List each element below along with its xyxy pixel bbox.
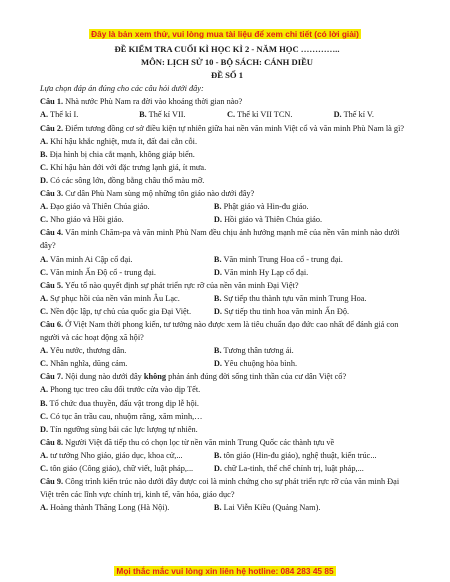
answer-letter: C. [226, 110, 236, 120]
answer-text: Thế kỉ VII TCN. [237, 110, 293, 120]
answer-row [40, 305, 414, 318]
answer-option [214, 462, 414, 475]
answer-letter: C. [40, 359, 49, 369]
preview-banner [0, 24, 450, 42]
answer-text: Có các sông lớn, đồng bằng châu thổ màu mỡ. [50, 175, 205, 185]
answer-letter: C. [40, 411, 49, 421]
answer-row [40, 344, 414, 357]
answer-letter: A. [40, 136, 49, 146]
answer-text: Thế kỉ VII. [148, 110, 186, 120]
answer-row [40, 253, 414, 266]
answer-letter: A. [40, 503, 49, 513]
answer-row [40, 108, 414, 121]
preview-banner-text: Đây là bản xem thử, vui lòng mua tài liệu để xem chi tiết (có lời giải) [91, 29, 359, 39]
answer-letter: B. [213, 450, 222, 460]
question-item [40, 318, 414, 370]
answer-option [214, 357, 414, 370]
question-item [40, 436, 414, 475]
question-text: Điểm tương đồng cơ sở điều kiện tự nhiên giữa hai nền văn minh Việt cổ và văn minh Phù Nam là gì? [65, 123, 405, 133]
answer-letter: D. [40, 175, 49, 185]
answer-text: Có tục ăn trầu cau, nhuộm răng, xăm mình,… [50, 411, 203, 421]
question-stem [40, 436, 414, 449]
answer-text: Văn minh Ai Cập cổ đại. [50, 254, 133, 264]
answer-text: Văn minh Ấn Độ cổ - trung đại. [50, 267, 157, 277]
answer-option [214, 253, 414, 266]
hotline-banner-text: Mọi thắc mắc vui lòng xin liên hệ hotline: 084 283 45 85 [116, 566, 334, 576]
answer-option [214, 266, 414, 279]
answer-text: Hoàng thành Thăng Long (Hà Nội). [50, 503, 170, 513]
answer-text: Địa hình bị chia cắt mạnh, không giáp biển. [49, 149, 195, 159]
question-label: Câu 1. [40, 97, 64, 107]
answer-text: chữ La-tinh, thể chế chính trị, luật pháp,... [224, 464, 364, 473]
answer-option [40, 174, 414, 187]
answer-option [139, 108, 227, 121]
answer-text: Văn minh Trung Hoa cổ - trung đại. [223, 254, 343, 264]
question-label: Câu 7. [40, 372, 64, 382]
hotline-banner [0, 561, 450, 579]
answer-letter: D. [213, 464, 222, 473]
question-label: Câu 8. [40, 437, 64, 447]
answer-option [40, 357, 214, 370]
exam-title: ĐỀ KIỂM TRA CUỐI KÌ HỌC KÌ 2 - NĂM HỌC ………….. [114, 44, 340, 54]
answer-text: tôn giáo (Công giáo), chữ viết, luật pháp,... [50, 464, 194, 473]
answer-option [40, 305, 214, 318]
answer-option [40, 200, 214, 213]
question-stem [40, 279, 414, 292]
answer-letter: D. [213, 306, 222, 316]
answer-row [40, 357, 414, 370]
exam-document [40, 43, 414, 514]
answer-option [40, 292, 214, 305]
answer-letter: C. [40, 267, 49, 277]
answer-row [40, 292, 414, 305]
answer-letter: A. [40, 346, 49, 356]
answer-text: Nho giáo và Hồi giáo. [50, 215, 124, 225]
answer-option [214, 305, 414, 318]
answer-row [40, 462, 414, 475]
answer-option [40, 423, 414, 436]
answer-option [214, 213, 414, 226]
answer-row [40, 213, 414, 226]
instruction-text: Lựa chọn đáp án đúng cho các câu hỏi dưới đây: [40, 84, 204, 94]
answer-text: Khí hậu khắc nghiệt, mưa ít, đất đai cằn cỗi. [50, 136, 198, 146]
answer-letter: A. [40, 450, 49, 460]
answer-letter: D. [333, 110, 342, 120]
question-label: Câu 5. [40, 280, 64, 290]
answer-letter: A. [40, 293, 49, 303]
answer-text: Lai Viễn Kiều (Quảng Nam). [223, 503, 321, 513]
answer-option [214, 501, 414, 514]
answer-letter: B. [213, 346, 222, 356]
answer-letter: A. [40, 254, 49, 264]
answer-text: Tín ngưỡng sùng bái các lực lượng tự nhiên. [50, 424, 198, 434]
answer-letter: B. [213, 503, 222, 513]
question-text: Nhà nước Phù Nam ra đời vào khoảng thời gian nào? [65, 97, 243, 107]
answer-option [40, 108, 139, 121]
question-text: phản ánh đúng đời sống tinh thần của cư dân Việt cổ? [166, 372, 347, 382]
question-text: Cư dân Phù Nam sùng mộ những tôn giáo nào dưới đây? [65, 189, 255, 199]
answer-row [40, 449, 414, 462]
question-label: Câu 9. [40, 477, 64, 487]
answer-option [214, 344, 414, 357]
answer-option [334, 108, 414, 121]
question-stem [40, 95, 414, 108]
answer-text: Hồi giáo và Thiên Chúa giáo. [224, 215, 323, 225]
answer-text: tôn giáo (Hin-đu giáo), nghệ thuật, kiến trúc... [223, 450, 377, 460]
answer-letter: B. [40, 149, 48, 159]
answer-text: Yêu nước, thương dân. [49, 346, 127, 356]
answer-row [40, 501, 414, 514]
answer-letter: D. [213, 359, 222, 369]
answer-text: Sự tiếp thu tinh hoa văn minh Ấn Độ. [224, 306, 350, 316]
answer-text: Thế kỉ V. [343, 110, 374, 120]
exam-subject: MÔN: LỊCH SỬ 10 - BỘ SÁCH: CÁNH DIỀU [140, 57, 314, 68]
answer-text: Khí hậu hàn đới với đặc trưng lạnh giá, ít mưa. [50, 162, 207, 172]
answer-letter: D. [213, 215, 222, 225]
question-item [40, 95, 414, 121]
question-text: Yếu tố nào quyết định sự phát triển rực rỡ của nền văn minh Đại Việt? [64, 280, 299, 290]
answer-text: Phong tục treo câu đối trước cửa vào dịp Tết. [50, 385, 201, 395]
answer-text: Văn minh Hy Lạp cổ đại. [223, 267, 309, 277]
question-item [40, 370, 414, 435]
answer-text: Đạo giáo và Thiên Chúa giáo. [50, 202, 150, 212]
question-label: Câu 4. [40, 228, 64, 238]
question-text: Người Việt đã tiếp thu có chọn lọc từ nền văn minh Trung Quốc các thành tựu về [65, 437, 335, 447]
answer-option [40, 501, 214, 514]
answer-text: Phật giáo và Hin-đu giáo. [223, 202, 309, 212]
answer-option [40, 253, 214, 266]
answer-text: Yêu chuộng hòa bình. [223, 359, 298, 369]
answer-letter: B. [40, 398, 48, 408]
answer-text: Nhân nghĩa, dũng cảm. [50, 359, 128, 369]
answer-option [40, 449, 214, 462]
answer-letter: B. [213, 293, 222, 303]
answer-option [40, 148, 414, 161]
answer-letter: B. [139, 110, 147, 120]
question-stem [40, 475, 414, 501]
answer-text: Sự tiếp thu thành tựu văn minh Trung Hoa. [223, 293, 367, 303]
question-stem [40, 318, 414, 344]
question-item [40, 187, 414, 226]
answer-option [40, 213, 214, 226]
answer-row [40, 200, 414, 213]
answer-option [40, 383, 414, 396]
answer-option [40, 344, 214, 357]
question-text: Văn minh Chăm-pa và văn minh Phù Nam đều chịu ảnh hưởng mạnh mẽ của nền văn minh nào dưới đây? [40, 228, 400, 251]
question-label: Câu 2. [40, 123, 64, 133]
question-item [40, 279, 414, 318]
answer-letter: D. [213, 267, 222, 277]
answer-text: Tổ chức đua thuyền, đấu vật trong dịp lễ hội. [49, 398, 199, 408]
question-stem [40, 122, 414, 135]
answer-text: Sự phục hồi của nền văn minh Âu Lạc. [50, 293, 180, 303]
question-item [40, 475, 414, 514]
answer-option [40, 397, 414, 410]
question-text: Công trình kiến trúc nào dưới đây được coi là minh chứng cho sự phát triển rực rỡ của văn minh Đại Việt trên các lĩnh vực chính trị, kinh tế, văn hóa, giáo dục? [40, 477, 400, 500]
answer-option [40, 462, 214, 475]
answer-option [214, 292, 414, 305]
question-text: Ở Việt Nam thời phong kiến, tư tưởng nào được xem là tiêu chuẩn đạo đức cao nhất để đánh giá con người và các hoạt động xã hội? [40, 319, 399, 343]
answer-option [40, 161, 414, 174]
answer-text: Nền độc lập, tự chủ của quốc gia Đại Việt. [50, 306, 192, 316]
exam-number: ĐỀ SỐ 1 [211, 70, 243, 81]
answer-option [214, 449, 414, 462]
answer-option [40, 410, 414, 423]
answer-row [40, 266, 414, 279]
answer-letter: B. [213, 254, 222, 264]
question-item [40, 122, 414, 187]
answer-letter: A. [40, 110, 49, 120]
answer-letter: C. [40, 215, 49, 225]
question-stem [40, 370, 414, 383]
answer-letter: D. [40, 424, 49, 434]
question-list [40, 95, 414, 514]
answer-letter: A. [40, 385, 49, 395]
answer-letter: A. [40, 202, 49, 212]
answer-option [40, 135, 414, 148]
question-item [40, 226, 414, 278]
question-emphasis: không [143, 372, 166, 382]
answer-letter: C. [40, 306, 49, 316]
answer-letter: B. [213, 202, 222, 212]
answer-option [227, 108, 334, 121]
question-stem [40, 187, 414, 200]
question-label: Câu 6. [40, 319, 64, 329]
question-stem [40, 226, 414, 252]
question-text: Nội dung nào dưới đây [65, 372, 144, 382]
answer-text: Tương thân tương ái. [223, 346, 294, 356]
answer-letter: C. [40, 162, 49, 172]
answer-option [214, 200, 414, 213]
answer-text: Thế kỉ I. [50, 110, 79, 120]
answer-text: tư tưởng Nho giáo, giáo dục, khoa cử,... [50, 450, 183, 460]
answer-letter: C. [40, 464, 49, 473]
question-label: Câu 3. [40, 189, 64, 199]
answer-option [40, 266, 214, 279]
